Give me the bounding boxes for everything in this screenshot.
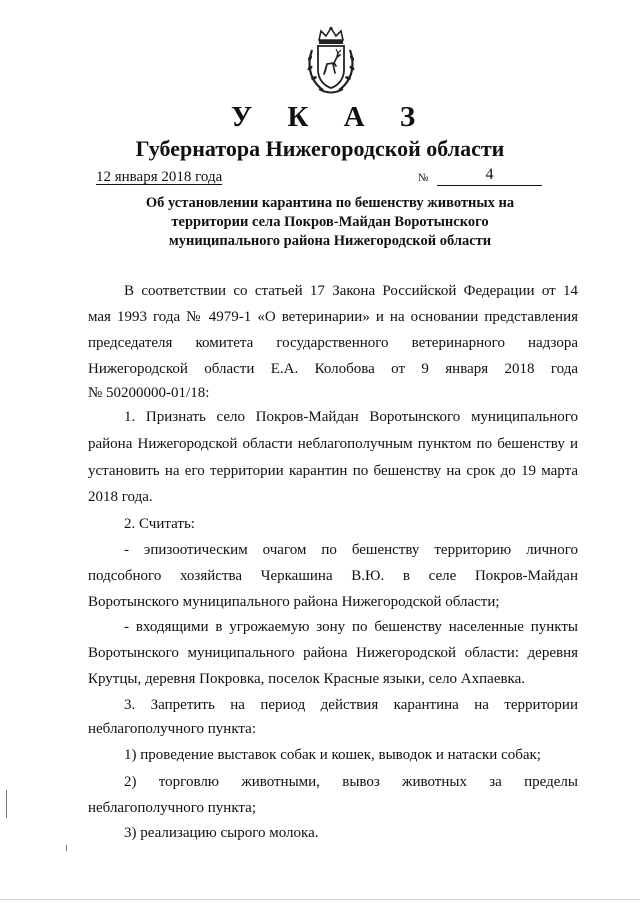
scan-margin-mark [6, 790, 7, 818]
item-2a-line: - эпизоотическим очагом по бешенству территорию личного [124, 542, 578, 558]
item-3-2-line: 2) торговлю животными, вывоз животных за пределы [124, 774, 578, 790]
item-2b-line: - входящими в угрожаемую зону по бешенству населенные пункты [124, 619, 578, 635]
decree-number: 4 [437, 166, 542, 186]
coat-of-arms-icon [303, 26, 359, 96]
item-2b-line: Воротынского муниципального района Нижегородской области: деревня [88, 645, 578, 661]
body-line: Нижегородской области Е.А. Колобова от 9 января 2018 года [88, 361, 578, 377]
scan-margin-mark [66, 845, 67, 851]
body-line: мая 1993 года № 4979-1 «О ветеринарии» и на основании представления [88, 309, 578, 325]
document-subtitle: Губернатора Нижегородской области [135, 136, 505, 161]
body-line: № 50200000-01/18: [88, 385, 210, 401]
item-3-1: 1) проведение выставок собак и кошек, выводок и натаски собак; [124, 747, 541, 763]
item-1-line: 1. Признать село Покров-Майдан Воротынского муниципального [124, 409, 578, 425]
heading-line: территории села Покров-Майдан Воротынского [171, 214, 489, 230]
item-3-line: неблагополучного пункта: [88, 721, 256, 737]
decree-number-label: № [418, 172, 429, 184]
scan-bottom-edge [0, 899, 640, 900]
body-line: председателя комитета государственного ветеринарного надзора [88, 335, 578, 351]
decree-date [96, 167, 222, 187]
heading-line: Об установлении карантина по бешенству животных на [145, 195, 515, 211]
decree-date-text: 12 января 2018 года [96, 169, 223, 185]
decree-heading [100, 194, 560, 251]
item-3-2-line: неблагополучного пункта; [88, 800, 256, 816]
item-2a-line: подсобного хозяйства Черкашина В.Ю. в селе Покров-Майдан [88, 568, 578, 584]
item-1-line: района Нижегородской области неблагополучным пунктом по бешенству и [88, 436, 578, 452]
item-1-line: установить на его территории карантин по бешенству на срок до 19 марта [88, 463, 578, 479]
item-3-line: 3. Запретить на период действия карантина на территории [124, 697, 578, 713]
item-2-title: 2. Считать: [124, 516, 195, 532]
heading-line: муниципального района Нижегородской области [168, 233, 492, 249]
item-2b-line: Крутцы, деревня Покровка, поселок Красные языки, село Ахпаевка. [88, 671, 526, 687]
item-2a-line: Воротынского муниципального района Нижегородской области; [88, 594, 500, 610]
body-line: В соответствии со статьей 17 Закона Российской Федерации от 14 [124, 283, 578, 299]
document-title: У К А З [230, 101, 430, 133]
item-3-3: 3) реализацию сырого молока. [124, 825, 319, 841]
item-1-line: 2018 года. [88, 489, 153, 505]
